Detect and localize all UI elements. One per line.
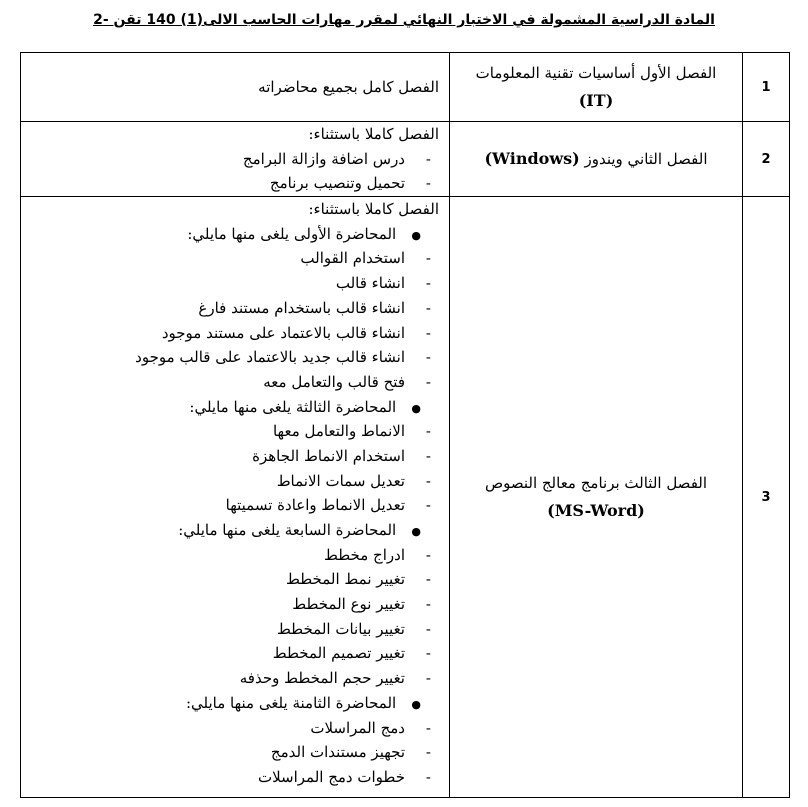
dash-marker: -: [425, 174, 431, 193]
dash-marker: -: [425, 767, 431, 786]
chapter-title: الفصل الثاني ويندوز: [584, 150, 708, 169]
list-item: -استخدام القوالب: [21, 246, 439, 271]
dash-marker: -: [425, 149, 431, 168]
list-item: -تغيير حجم المخطط وحذفه: [21, 666, 439, 691]
chapter-title-en: (MS-Word): [547, 501, 645, 521]
dash-marker: -: [425, 249, 431, 268]
list-item: -الانماط والتعامل معها: [21, 419, 439, 444]
row-number: 1: [743, 53, 790, 122]
table-row: [21, 53, 790, 122]
lecture-heading: ● المحاضرة السابعة يلغى منها مايلي:: [21, 518, 439, 543]
content-cell: [21, 53, 450, 122]
chapter-title: الفصل الثالث برنامج معالج النصوص: [484, 474, 708, 493]
list-item: -انشاء قالب: [21, 271, 439, 296]
chapter-title: الفصل الأول أساسيات تقنية المعلومات: [475, 64, 717, 82]
dash-marker: -: [425, 644, 431, 663]
bullet-icon: ●: [411, 401, 421, 415]
bullet-icon: ●: [411, 697, 421, 711]
list-item: -ادراج مخطط: [21, 543, 439, 568]
list-item: -انشاء قالب جديد بالاعتماد على قالب موجود: [21, 345, 439, 370]
lecture-heading: ● المحاضرة الأولى يلغى منها مايلي:: [21, 222, 439, 247]
dash-marker: -: [425, 718, 431, 737]
list-item: -تغيير بيانات المخطط: [21, 617, 439, 642]
table-row: [21, 122, 790, 197]
list-item: -درس اضافة وازالة البرامج: [21, 147, 439, 172]
dash-marker: -: [425, 446, 431, 465]
syllabus-table: [20, 52, 790, 798]
row-number: 3: [743, 197, 790, 798]
list-item: -تجهيز مستندات الدمج: [21, 740, 439, 765]
list-item: -انشاء قالب باستخدام مستند فارغ: [21, 296, 439, 321]
list-item: -تعديل سمات الانماط: [21, 469, 439, 494]
chapter-cell: [450, 53, 743, 122]
dash-marker: -: [425, 323, 431, 342]
dash-marker: -: [425, 274, 431, 293]
chapter-title-en: (IT): [578, 91, 614, 110]
dash-marker: -: [425, 298, 431, 317]
list-item: -انشاء قالب بالاعتماد على مستند موجود: [21, 321, 439, 346]
lecture-heading: ● المحاضرة الثامنة يلغى منها مايلي:: [21, 691, 439, 716]
row-number: 2: [743, 122, 790, 197]
chapter-cell: [450, 122, 743, 197]
list-item: -تغيير نمط المخطط: [21, 567, 439, 592]
bullet-icon: ●: [411, 228, 421, 242]
list-item: -تغيير تصميم المخطط: [21, 641, 439, 666]
list-item: -دمج المراسلات: [21, 716, 439, 741]
exclusion-intro: الفصل كاملا باستثناء:: [308, 125, 439, 143]
dash-marker: -: [425, 422, 431, 441]
content-text: الفصل كامل بجميع محاضراته: [258, 77, 439, 96]
list-item: -تعديل الانماط واعادة تسميتها: [21, 493, 439, 518]
page-title: المادة الدراسية المشمولة في الاختبار النهائي لمقرر مهارات الحاسب الالى(1) 140 تقن -2: [93, 12, 715, 28]
chapter-title-en: (Windows): [484, 149, 580, 169]
lecture-heading: ● المحاضرة الثالثة يلغى منها مايلي:: [21, 395, 439, 420]
dash-marker: -: [425, 545, 431, 564]
dash-marker: -: [425, 595, 431, 614]
list-item: -فتح قالب والتعامل معه: [21, 370, 439, 395]
list-item: -استخدام الانماط الجاهزة: [21, 444, 439, 469]
dash-marker: -: [425, 619, 431, 638]
dash-marker: -: [425, 669, 431, 688]
chapter-cell: [450, 197, 743, 798]
list-item: -تحميل وتنصيب برنامج: [21, 171, 439, 196]
table-row: [21, 197, 790, 798]
list-item: -خطوات دمج المراسلات: [21, 765, 439, 790]
dash-marker: -: [425, 348, 431, 367]
list-item: -تغيير نوع المخطط: [21, 592, 439, 617]
content-cell: [21, 122, 450, 197]
dash-marker: -: [425, 570, 431, 589]
exclusion-intro: الفصل كاملا باستثناء:: [308, 200, 439, 219]
dash-marker: -: [425, 372, 431, 391]
dash-marker: -: [425, 496, 431, 515]
dash-marker: -: [425, 471, 431, 490]
bullet-icon: ●: [411, 525, 421, 538]
dash-marker: -: [425, 743, 431, 762]
content-cell: [21, 197, 450, 798]
